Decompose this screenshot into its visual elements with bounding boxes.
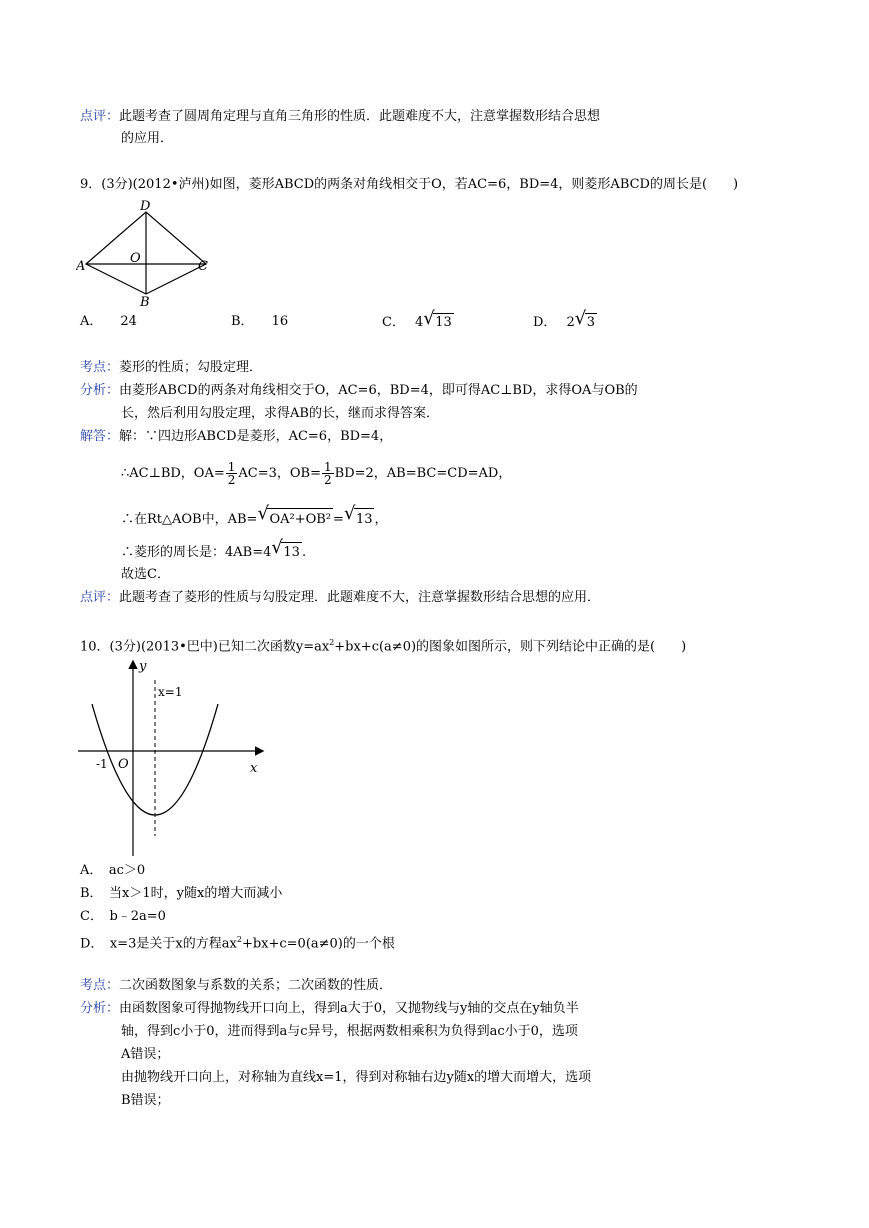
q9-step-3-end: ， — [374, 512, 388, 527]
q9-step-2-a: ∴AC⊥BD，OA= — [121, 466, 225, 481]
q9-option-c-radicand: 13 — [435, 315, 452, 330]
q9-step-3-result: 13 — [354, 508, 375, 531]
q9-fenxi — [80, 382, 638, 400]
q9-option-c-sqrt: √ 13 — [423, 308, 452, 330]
q10-fenxi-text-1: 由函数图象可得抛物线开口向上，得到a大于0，又抛物线与y轴的交点在y轴负半 — [119, 1001, 579, 1016]
q9-kaodian-label: 考点： — [80, 360, 120, 375]
q9-label-d: D — [140, 199, 151, 214]
q9-option-c-coef: 4 — [414, 315, 424, 330]
q10-label-axis: x=1 — [158, 685, 183, 699]
q9-option-a-letter: A． — [80, 314, 103, 329]
q9-stem: 9．(3分)(2012•泸州)如图，菱形ABCD的两条对角线相交于O，若AC=6，BD=4，则菱形ABCD的周长是( ) — [80, 177, 739, 192]
q9-step-5: 故选C． — [121, 567, 170, 582]
q9-option-d-letter: D． — [533, 315, 557, 330]
q9-jieda-label: 解答： — [80, 429, 120, 444]
q9-option-d — [533, 308, 597, 332]
q9-fenxi-text-2: 长，然后利用勾股定理，求得AB的长，继而求得答案． — [121, 406, 439, 421]
q10-parabola-figure — [76, 656, 276, 858]
q9-option-c — [382, 308, 454, 332]
q9-fenxi-text-1: 由菱形ABCD的两条对角线相交于O，AC=6，BD=4，即可得AC⊥BD，求得OA与OB的 — [119, 383, 638, 398]
q10-fenxi-text-3: A错误； — [121, 1047, 170, 1062]
q9-step-4-result: 13 — [281, 542, 302, 563]
q10-label-y: y — [139, 659, 147, 674]
q10-option-d-sup: 2 — [236, 935, 242, 944]
review-line-1 — [80, 108, 600, 126]
q10-fenxi-label: 分析： — [80, 1001, 120, 1016]
q10-fenxi-text-5: B错误； — [121, 1093, 170, 1108]
q9-label-o: O — [130, 251, 141, 266]
q9-option-a-text: 24 — [120, 314, 137, 329]
q9-dianping-text: 此题考查了菱形的性质与勾股定理．此题难度不大，注意掌握数形结合思想的应用． — [119, 590, 601, 605]
q10-stem-a: 10．(3分)(2013•巴中)已知二次函数y=ax — [80, 639, 330, 655]
q9-fenxi-label: 分析： — [80, 383, 120, 398]
q9-step-3-eq: = — [333, 512, 344, 527]
q10-stem — [80, 634, 686, 656]
q10-fenxi-text-4: 由抛物线开口向上，对称轴为直线x=1，得到对称轴右边y随x的增大而增大，选项 — [121, 1070, 592, 1085]
q9-jieda-text-1: 解：∵四边形ABCD是菱形，AC=6，BD=4， — [119, 429, 393, 444]
q10-option-c: C． b﹣2a=0 — [80, 909, 166, 924]
q10-fenxi — [80, 1000, 579, 1018]
q9-step-4-end: . — [301, 545, 307, 560]
review-label: 点评： — [80, 109, 120, 124]
q9-option-d-sqrt: √ 3 — [574, 308, 595, 330]
q9-step-4-sqrt: √ 13 — [271, 542, 302, 563]
q9-jieda — [80, 428, 392, 446]
q9-label-c: C — [198, 259, 208, 274]
q9-step-4 — [121, 537, 307, 563]
q9-option-b-text: 16 — [271, 314, 289, 329]
q9-step-3-sqrt-res: √ 13 — [344, 508, 375, 531]
q10-kaodian-text: 二次函数图象与系数的关系；二次函数的性质． — [119, 978, 393, 993]
q10-option-d-b: +bx+c=0(a≠0)的一个根 — [241, 936, 395, 952]
q10-kaodian — [80, 977, 392, 995]
q9-frac-1: $\frac{1}{2}$ — [227, 460, 236, 487]
review-text-1: 此题考查了圆周角定理与直角三角形的性质．此题难度不大，注意掌握数形结合思想 — [119, 109, 601, 124]
q9-kaodian-text: 菱形的性质；勾股定理． — [119, 360, 263, 375]
q9-step-2 — [121, 460, 511, 488]
q10-label-neg1: -1 — [96, 757, 108, 771]
q9-step-2-b: AC=3，OB= — [238, 466, 321, 481]
q9-dianping-label: 点评： — [80, 590, 120, 605]
q9-option-d-radicand: 3 — [586, 315, 595, 330]
review-text-2: 的应用． — [121, 131, 174, 146]
q9-dianping — [80, 589, 600, 607]
q9-step-4-a: ∴菱形的周长是：4AB=4 — [121, 545, 272, 560]
q9-rhombus-figure — [76, 198, 216, 308]
q10-option-a: A． ac＞0 — [80, 863, 146, 878]
q10-fenxi-text-2: 轴，得到c小于0，进而得到a与c异号，根据两数相乘积为负得到ac小于0，选项 — [121, 1024, 578, 1039]
q9-option-b — [231, 313, 288, 331]
q9-step-3-radicand: OA²+OB² — [267, 508, 333, 531]
q10-stem-sup: 2 — [329, 638, 335, 647]
q9-step-3-a: ∴在Rt△AOB中，AB= — [121, 512, 258, 527]
q9-option-a — [80, 313, 137, 331]
q9-option-c-letter: C． — [382, 315, 405, 330]
q9-kaodian — [80, 359, 262, 377]
q9-label-b: B — [140, 295, 150, 308]
q9-step-3-sqrt: √ OA²+OB² — [257, 508, 333, 531]
q10-label-x: x — [250, 761, 258, 776]
q9-option-d-coef: 2 — [566, 315, 575, 330]
q10-label-o: O — [118, 757, 129, 772]
q9-option-b-letter: B． — [231, 314, 254, 329]
q9-step-2-c: BD=2，AB=BC=CD=AD， — [334, 466, 512, 481]
q9-label-a: A — [76, 259, 86, 274]
q10-option-b: B． 当x＞1时，y随x的增大而减小 — [80, 886, 283, 901]
q10-kaodian-label: 考点： — [80, 978, 120, 993]
q9-frac-2: $\frac{1}{2}$ — [324, 460, 332, 487]
q10-option-d — [80, 931, 395, 953]
q10-stem-b: +bx+c(a≠0)的图象如图所示，则下列结论中正确的是( ) — [334, 639, 687, 655]
q9-step-3 — [121, 503, 388, 531]
q10-option-d-a: D． x=3是关于x的方程ax — [80, 936, 237, 952]
